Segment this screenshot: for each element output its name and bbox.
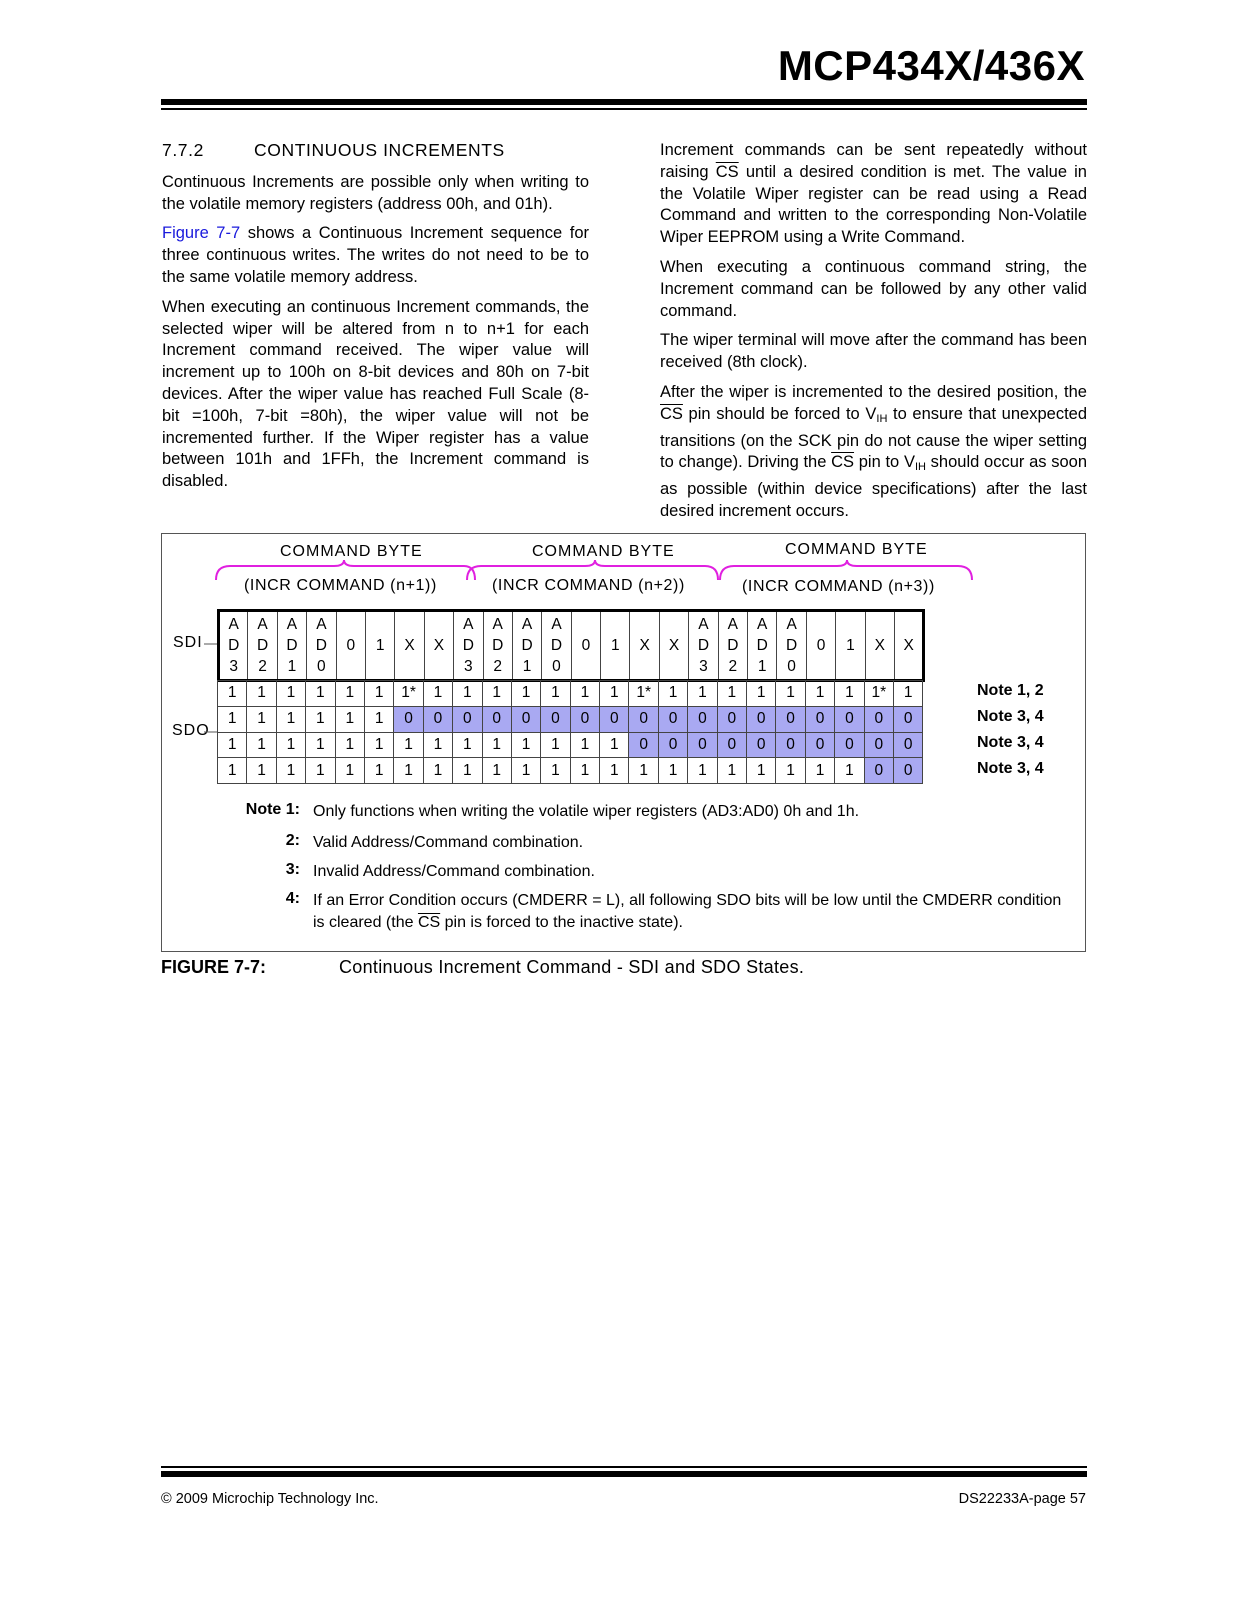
sdo-bit-cell: 0 — [482, 706, 511, 732]
note-text-part: pin is forced to the inactive state). — [440, 914, 683, 931]
sdo-bit-cell: 1 — [541, 732, 570, 758]
sdo-bit-cell: 1 — [423, 732, 452, 758]
sdi-bit-cell: A D 1 — [748, 611, 777, 681]
sdo-bit-cell: 1 — [717, 681, 746, 707]
sdo-row — [218, 706, 923, 732]
sdo-bit-cell: 1 — [688, 681, 717, 707]
sdo-bit-cell: 1 — [747, 758, 776, 784]
sdo-bit-cell: 1 — [247, 706, 276, 732]
right-column — [660, 140, 1087, 531]
figure-link[interactable]: Figure 7-7 — [162, 224, 241, 243]
paragraph: When executing a continuous command string, the Increment command can be followed by any other valid command. — [660, 257, 1087, 320]
sdo-bit-cell: 1 — [364, 681, 393, 707]
sdo-bit-cell: 0 — [717, 732, 746, 758]
sdi-bit-cell: 1 — [836, 611, 865, 681]
sdi-bit-cell: X — [395, 611, 424, 681]
sdo-bit-cell: 0 — [747, 732, 776, 758]
sdo-bit-cell: 1 — [247, 681, 276, 707]
sdi-bit-table — [217, 609, 925, 682]
sdo-bit-cell: 1 — [805, 681, 834, 707]
sdi-bit-cell: A D 0 — [542, 611, 571, 681]
sdi-bit-cell: A D 1 — [512, 611, 541, 681]
incr-command-label: (INCR COMMAND (n+2)) — [492, 577, 685, 594]
sdo-bit-cell: 1 — [453, 681, 482, 707]
sdi-bit-cell: 0 — [806, 611, 835, 681]
sdi-bit-cell: A D 2 — [483, 611, 512, 681]
sdo-bit-cell: 1 — [541, 681, 570, 707]
paragraph: The wiper terminal will move after the command has been received (8th clock). — [660, 331, 1087, 372]
sdo-bit-cell: 1 — [453, 732, 482, 758]
sdo-bit-cell: 0 — [453, 706, 482, 732]
sdo-bit-cell: 1 — [835, 758, 864, 784]
sdo-bit-cell: 0 — [776, 706, 805, 732]
cs-signal: $\overline{CS}$ — [660, 404, 683, 423]
sdo-bit-cell: 0 — [658, 732, 687, 758]
sdo-bit-cell: 0 — [893, 732, 922, 758]
paragraph — [660, 140, 1087, 249]
note-key: 4: — [285, 890, 300, 907]
subscript: IH — [876, 412, 888, 425]
sdo-bit-cell: 0 — [394, 706, 423, 732]
sdo-bit-cell: 0 — [747, 706, 776, 732]
sdo-bit-cell: 0 — [570, 706, 599, 732]
incr-command-label: (INCR COMMAND (n+1)) — [244, 577, 437, 594]
sdo-bit-cell: 1 — [541, 758, 570, 784]
sdo-bit-cell: 1 — [658, 681, 687, 707]
sdo-bit-cell: 1 — [511, 758, 540, 784]
figure-caption-number: FIGURE 7-7: — [161, 957, 267, 977]
paragraph-text: should occur as soon as possible (within device specifications) after the last desired increment occurs. — [660, 453, 1087, 520]
sdo-bit-cell: 1 — [570, 681, 599, 707]
note-key: Note 1: — [245, 801, 300, 818]
sdo-bit-cell: 1 — [218, 758, 247, 784]
sdo-bit-cell: 1 — [600, 758, 629, 784]
sdo-bit-cell: 1 — [482, 758, 511, 784]
sdo-bit-cell: 1* — [864, 681, 893, 707]
paragraph: Continuous Increments are possible only when writing to the volatile memory registers (address 00h, and 01h). — [162, 172, 589, 213]
note-text-part: If an Error Condition occurs (CMDERR = L), all following SDO bits will be low until the CMDERR condition is cleared (the — [313, 892, 1062, 931]
sdi-bit-cell: 1 — [601, 611, 630, 681]
paragraph-text: pin to V — [854, 453, 915, 472]
sdi-bit-cell: X — [894, 611, 923, 681]
paragraph-text: After the wiper is incremented to the desired position, the — [660, 382, 1087, 401]
sdo-bit-cell: 1 — [423, 758, 452, 784]
sdo-bit-cell: 0 — [541, 706, 570, 732]
brace-3 — [720, 560, 972, 580]
sdo-bit-cell: 0 — [864, 758, 893, 784]
paragraph-text: until a desired condition is met. The value in the Volatile Wiper register can be read using a Read Command and written to the corresponding Non-Volatile Wiper EEPROM using a Write Command. — [660, 162, 1087, 247]
sdo-bit-cell: 1 — [747, 681, 776, 707]
sdo-bit-cell: 0 — [629, 706, 658, 732]
sdi-bit-cell: 0 — [336, 611, 365, 681]
sdo-bit-cell: 1 — [629, 758, 658, 784]
paragraph — [162, 223, 589, 288]
sdo-bit-cell: 1 — [482, 732, 511, 758]
sdo-row — [218, 758, 923, 784]
sdo-bit-cell: 0 — [688, 732, 717, 758]
command-byte-label: COMMAND BYTE — [532, 543, 675, 560]
sdo-bit-cell: 1 — [776, 758, 805, 784]
sdo-bit-cell: 1 — [335, 732, 364, 758]
sdo-bit-cell: 0 — [511, 706, 540, 732]
command-byte-label: COMMAND BYTE — [785, 541, 928, 558]
sdo-bit-cell: 1 — [218, 732, 247, 758]
sdo-bit-cell: 1 — [364, 706, 393, 732]
figure-caption-text: Continuous Increment Command - SDI and SDO States. — [339, 957, 805, 977]
sdo-bit-cell: 0 — [600, 706, 629, 732]
sdo-bit-cell: 1 — [276, 758, 305, 784]
sdo-bit-cell: 1 — [306, 758, 335, 784]
sdo-bit-cell: 1 — [570, 758, 599, 784]
sdo-bit-cell: 1 — [364, 732, 393, 758]
sdo-bit-cell: 1 — [717, 758, 746, 784]
row-note: Note 3, 4 — [977, 760, 1044, 777]
sdo-bit-cell: 1 — [247, 758, 276, 784]
footer-rule-thick — [161, 1471, 1087, 1477]
incr-command-label: (INCR COMMAND (n+3)) — [742, 578, 935, 595]
sdo-bit-cell: 1 — [306, 706, 335, 732]
row-note: Note 3, 4 — [977, 734, 1044, 751]
paragraph-text: Increment commands can be sent repeatedly without raising — [660, 141, 1087, 181]
sdo-bit-cell: 1 — [394, 758, 423, 784]
sdo-label: SDO — [172, 722, 210, 739]
sdi-bit-cell: X — [659, 611, 688, 681]
sdi-bit-cell: A D 3 — [689, 611, 718, 681]
paragraph-text: shows a Continuous Increment sequence for three continuous writes. The writes do not need to be to the same volatile memory address. — [162, 224, 589, 286]
sdi-bit-cell: A D 3 — [219, 611, 248, 681]
sdi-bit-cell: X — [865, 611, 894, 681]
sdo-bit-cell: 1 — [306, 681, 335, 707]
note-key: 3: — [285, 861, 300, 878]
sdo-bit-cell: 1* — [629, 681, 658, 707]
sdo-bit-cell: 1 — [570, 732, 599, 758]
sdo-bit-cell: 1 — [805, 758, 834, 784]
note-text — [313, 890, 1073, 934]
sdi-bit-cell: 1 — [365, 611, 394, 681]
sdo-bit-cell: 1 — [600, 681, 629, 707]
paragraph: When executing an continuous Increment commands, the selected wiper will be altered from n to n+1 for each Increment command received. The wiper value will increment up to 100h on 8-bit devices and 80h on 7-bit devices. After the wiper value has reached Full Scale (8-bit =100h, 7-bit =80h), the wiper value will not be incremented further. If the Wiper register has a value between 101h and 1FFh, the Increment command is disabled. — [162, 297, 589, 491]
sdo-bit-cell: 1 — [306, 732, 335, 758]
sdo-bit-cell: 1 — [776, 681, 805, 707]
sdo-bit-cell: 1 — [247, 732, 276, 758]
sdo-bit-cell: 0 — [835, 706, 864, 732]
sdo-bit-cell: 1 — [218, 706, 247, 732]
note-text: Only functions when writing the volatile wiper registers (AD3:AD0) 0h and 1h. — [313, 803, 860, 820]
sdo-bit-cell: 1 — [394, 732, 423, 758]
note-text: Valid Address/Command combination. — [313, 834, 584, 851]
sdo-bit-cell: 1 — [276, 732, 305, 758]
section-heading — [162, 140, 589, 162]
sdo-bit-cell: 0 — [658, 706, 687, 732]
header-rule-thin — [161, 108, 1087, 110]
sdo-bit-cell: 0 — [864, 706, 893, 732]
sdi-row — [219, 611, 924, 681]
sdo-bit-cell: 1 — [364, 758, 393, 784]
document-title: MCP434X/436X — [777, 42, 1085, 89]
sdo-bit-cell: 0 — [893, 758, 922, 784]
sdo-bit-table — [217, 680, 923, 784]
note-key: 2: — [285, 832, 300, 849]
sdo-bit-cell: 0 — [717, 706, 746, 732]
sdi-bit-cell: A D 2 — [718, 611, 747, 681]
copyright: © 2009 Microchip Technology Inc. — [161, 1491, 379, 1507]
sdo-bit-cell: 1 — [423, 681, 452, 707]
sdi-bit-cell: A D 3 — [454, 611, 483, 681]
left-column — [162, 140, 589, 501]
note-text: Invalid Address/Command combination. — [313, 863, 595, 880]
sdo-bit-cell: 1 — [688, 758, 717, 784]
sdo-bit-cell: 0 — [835, 732, 864, 758]
sdo-row — [218, 681, 923, 707]
sdo-bit-cell: 1 — [335, 681, 364, 707]
command-byte-label: COMMAND BYTE — [280, 543, 423, 560]
sdo-bit-cell: 1 — [335, 758, 364, 784]
sdi-bit-cell: X — [424, 611, 453, 681]
sdo-bit-cell: 0 — [688, 706, 717, 732]
sdo-bit-cell: 1 — [218, 681, 247, 707]
sdo-row — [218, 732, 923, 758]
sdo-bit-cell: 1 — [335, 706, 364, 732]
cs-signal: $\overline{CS}$ — [715, 162, 739, 181]
sdo-bit-cell: 1 — [835, 681, 864, 707]
sdo-bit-cell: 0 — [893, 706, 922, 732]
sdo-bit-cell: 1* — [394, 681, 423, 707]
section-title: CONTINUOUS INCREMENTS — [254, 140, 505, 160]
cs-signal: $\overline{CS}$ — [831, 453, 855, 472]
section-number: 7.7.2 — [162, 140, 204, 160]
sdi-bit-cell: X — [630, 611, 659, 681]
paragraph — [660, 382, 1087, 523]
sdo-bit-cell: 0 — [805, 732, 834, 758]
sdo-bit-cell: 0 — [423, 706, 452, 732]
page-number: DS22233A-page 57 — [958, 1491, 1086, 1507]
paragraph-text: pin should be forced to V — [682, 404, 877, 423]
sdo-bit-cell: 0 — [805, 706, 834, 732]
sdo-bit-cell: 0 — [864, 732, 893, 758]
sdo-bit-cell: 1 — [276, 681, 305, 707]
sdo-bit-cell: 1 — [511, 732, 540, 758]
sdo-bit-cell: 1 — [600, 732, 629, 758]
sdi-bit-cell: A D 0 — [777, 611, 806, 681]
sdi-bit-cell: 0 — [571, 611, 600, 681]
sdo-bit-cell: 1 — [658, 758, 687, 784]
subscript: IH — [914, 461, 926, 474]
sdi-bit-cell: A D 0 — [307, 611, 336, 681]
sdo-bit-cell: 0 — [776, 732, 805, 758]
sdo-bit-cell: 1 — [453, 758, 482, 784]
sdi-label: SDI — [173, 634, 203, 651]
sdo-bit-cell: 1 — [893, 681, 922, 707]
row-note: Note 1, 2 — [977, 682, 1044, 699]
sdo-bit-cell: 0 — [629, 732, 658, 758]
cs-signal: $\overline{CS}$ — [417, 914, 441, 931]
sdi-bit-cell: A D 2 — [248, 611, 277, 681]
footer-rule-thin — [161, 1466, 1087, 1468]
header-rule-thick — [161, 99, 1087, 105]
row-note: Note 3, 4 — [977, 708, 1044, 725]
sdo-bit-cell: 1 — [276, 706, 305, 732]
sdi-bit-cell: A D 1 — [277, 611, 306, 681]
paragraph-text: to ensure that unexpected transitions (on the SCK pin do not cause the wiper setting to change). Driving the — [660, 404, 1088, 472]
sdo-bit-cell: 1 — [511, 681, 540, 707]
sdo-bit-cell: 1 — [482, 681, 511, 707]
